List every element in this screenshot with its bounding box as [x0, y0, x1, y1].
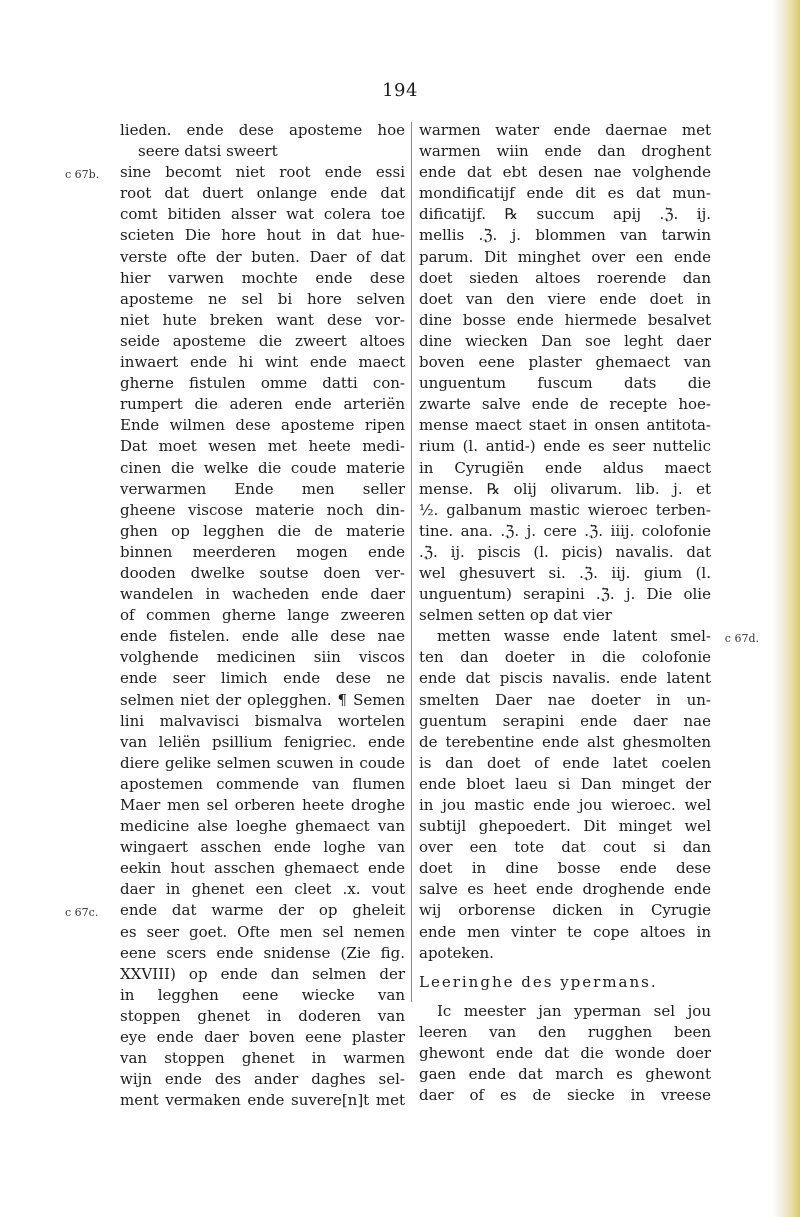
line-text: rium (l. antid-) ende es seer nuttelic — [419, 437, 711, 456]
line-text: ghen op legghen die de materie — [120, 521, 405, 540]
text-line — [419, 943, 711, 964]
line-text: sine becomt niet root ende essi — [120, 163, 405, 182]
line-text: niet hute breken want dese vor- — [120, 310, 405, 329]
line-text: subtijl ghepoedert. Dit minget wel — [419, 817, 711, 836]
text-line — [419, 120, 711, 141]
text-line — [419, 183, 711, 204]
line-text: scieten Die hore hout in dat hue- — [120, 226, 405, 245]
line-text: apoteken. — [419, 943, 494, 962]
line-text: diere gelike selmen scuwen in coude — [120, 753, 405, 772]
text-line — [419, 668, 711, 689]
line-text: inwaert ende hi wint ende maect — [120, 353, 405, 372]
text-line — [120, 225, 405, 246]
line-text: smelten Daer nae doeter in un- — [419, 690, 711, 709]
text-line — [120, 394, 405, 415]
text-line — [120, 204, 405, 225]
line-text: lini malvavisci bismalva wortelen — [120, 711, 405, 730]
text-line — [120, 500, 405, 521]
line-text: is dan doet of ende latet coelen — [419, 753, 711, 772]
line-text: of commen gherne lange zweeren — [120, 606, 405, 625]
line-text: eene scers ende snidense (Zie fig. — [120, 943, 405, 962]
line-text: over een tote dat cout si dan — [419, 838, 711, 857]
line-text: seide aposteme die zweert altoes — [120, 331, 405, 350]
line-text: eye ende daer boven eene plaster — [120, 1028, 405, 1047]
text-line — [65, 162, 405, 183]
line-text: van stoppen ghenet in warmen — [120, 1049, 405, 1068]
line-text: binnen meerderen mogen ende — [120, 542, 405, 561]
line-text: wingaert asschen ende loghe van — [120, 838, 405, 857]
text-line — [419, 732, 711, 753]
text-line — [120, 268, 405, 289]
line-text: mellis .ℨ. j. blommen van tarwin — [419, 226, 711, 245]
line-text: ½. galbanum mastic wieroec terben- — [419, 500, 711, 519]
line-text: unguentum fuscum dats die — [419, 374, 711, 393]
line-text: dificatijf. ℞ succum apij .ℨ. ij. — [419, 205, 711, 224]
text-line — [419, 837, 711, 858]
line-text: ende bloet laeu si Dan minget der — [419, 774, 711, 793]
text-line — [419, 922, 711, 943]
text-line — [419, 972, 711, 993]
line-text: leeren van den rugghen been — [419, 1022, 711, 1041]
text-line — [419, 542, 711, 563]
text-line — [120, 141, 405, 162]
line-text: comt bitiden alsser wat colera toe — [120, 205, 405, 224]
line-text: verwarmen Ende men seller — [120, 479, 405, 498]
text-line — [120, 1027, 405, 1048]
line-text: metten wasse ende latent smel- — [437, 627, 711, 646]
line-text: in jou mastic ende jou wieroec. wel — [419, 796, 711, 814]
text-line — [120, 690, 405, 711]
line-text: ende seer limich ende dese ne — [120, 669, 405, 688]
line-text: medicine alse loeghe ghemaect van — [120, 817, 405, 836]
line-text: unguentum) serapini .ℨ. j. Die olie — [419, 585, 711, 604]
text-line — [419, 141, 711, 162]
line-text: tine. ana. .ℨ. j. cere .ℨ. iiij. colofonie — [419, 521, 711, 540]
text-line — [120, 352, 405, 373]
text-line — [419, 415, 711, 436]
line-text: stoppen ghenet in doderen van — [120, 1006, 405, 1025]
text-line — [120, 922, 405, 943]
text-line — [120, 668, 405, 689]
left-column — [65, 120, 405, 1111]
line-text: mense maect staet in onsen antitota- — [419, 416, 711, 435]
line-text: Ende wilmen dese aposteme ripen — [120, 416, 405, 435]
line-text: wel ghesuvert si. .ℨ. iij. gium (l. — [419, 563, 711, 582]
text-line — [120, 458, 405, 479]
line-text: ende fistelen. ende alle dese nae — [120, 627, 405, 646]
text-line — [120, 1006, 405, 1027]
text-line — [120, 1069, 405, 1090]
text-line — [120, 563, 405, 584]
text-line — [419, 584, 711, 605]
line-text: rumpert die aderen ende arteriën — [120, 395, 405, 414]
text-line — [120, 626, 405, 647]
line-text: root dat duert onlange ende dat — [120, 184, 405, 203]
line-text: wandelen in wacheden ende daer — [120, 585, 405, 604]
line-text: doet sieden altoes roerende dan — [419, 268, 711, 287]
line-text: es seer goet. Ofte men sel nemen — [120, 922, 405, 941]
text-line — [120, 584, 405, 605]
text-line — [419, 690, 711, 711]
page-number: 194 — [382, 80, 418, 101]
text-line — [419, 373, 711, 394]
line-text: dine wiecken Dan soe leght daer — [419, 331, 711, 350]
text-line — [120, 732, 405, 753]
margin-reference: c 67d. — [724, 632, 759, 646]
text-line — [120, 436, 405, 457]
line-text: selmen setten op dat vier — [419, 606, 612, 625]
line-text: zwarte salve ende de recepte hoe- — [419, 395, 711, 414]
line-text: ment vermaken ende suvere[n]t met — [120, 1091, 405, 1110]
text-line — [120, 879, 405, 900]
text-line — [120, 985, 405, 1006]
text-line — [419, 816, 711, 837]
line-text: .ℨ. ij. piscis (l. picis) navalis. dat — [419, 542, 711, 561]
text-line — [120, 774, 405, 795]
margin-reference: c 67c. — [65, 906, 99, 920]
text-line — [419, 753, 711, 774]
text-line — [419, 1001, 711, 1022]
text-line — [120, 943, 405, 964]
line-text: ende dat piscis navalis. ende latent — [419, 669, 711, 688]
margin-reference: c 67b. — [65, 168, 100, 182]
text-line — [419, 563, 711, 584]
text-line — [120, 1048, 405, 1069]
text-line — [120, 795, 405, 816]
text-line — [120, 183, 405, 204]
text-line — [419, 247, 711, 268]
line-text: dine bosse ende hiermede besalvet — [419, 310, 711, 329]
text-line — [419, 605, 711, 626]
text-line — [419, 310, 711, 331]
text-line — [120, 120, 405, 141]
right-column — [419, 120, 759, 1106]
text-line — [120, 247, 405, 268]
text-line — [419, 774, 711, 795]
text-line — [120, 837, 405, 858]
text-line — [120, 858, 405, 879]
text-line — [419, 626, 759, 647]
text-line — [419, 331, 711, 352]
line-text: warmen water ende daernae met — [419, 121, 711, 139]
line-text: selmen niet der oplegghen. ¶ Semen — [120, 690, 405, 709]
text-line — [120, 331, 405, 352]
page-edge — [772, 0, 800, 1217]
text-line — [419, 1043, 711, 1064]
line-text: salve es heet ende droghende ende — [419, 880, 711, 899]
line-text: volghende medicinen siin viscos — [120, 648, 405, 667]
line-text: eekin hout asschen ghemaect ende — [120, 859, 405, 878]
column-divider — [411, 122, 412, 1002]
line-text: in Cyrugiën ende aldus maect — [419, 458, 711, 477]
line-text: guentum serapini ende daer nae — [419, 711, 711, 730]
text-line — [419, 479, 711, 500]
text-line — [120, 415, 405, 436]
line-text: in legghen eene wiecke van — [120, 985, 405, 1004]
line-text: warmen wiin ende dan droghent — [419, 142, 711, 161]
line-text: de terebentine ende alst ghesmolten — [419, 732, 711, 751]
line-text: hier varwen mochte ende dese — [120, 268, 405, 287]
text-line — [120, 816, 405, 837]
text-line — [419, 711, 711, 732]
text-line — [120, 289, 405, 310]
text-line — [120, 310, 405, 331]
text-line — [65, 900, 405, 921]
line-text: boven eene plaster ghemaect van — [419, 353, 711, 372]
text-line — [419, 500, 711, 521]
text-line — [120, 711, 405, 732]
text-line — [419, 647, 711, 668]
text-line — [120, 964, 405, 985]
line-text: Ic meester jan yperman sel jou — [437, 1001, 711, 1020]
line-text: daer in ghenet een cleet .x. vout — [120, 880, 405, 899]
text-line — [419, 225, 711, 246]
text-line — [419, 204, 711, 225]
text-line — [120, 647, 405, 668]
line-text: seere datsi sweert — [138, 142, 278, 161]
line-text: ghewont ende dat die wonde doer — [419, 1044, 711, 1063]
text-line — [419, 162, 711, 183]
line-text: mense. ℞ olij olivarum. lib. j. et — [419, 479, 711, 498]
line-text: doet van den viere ende doet in — [419, 289, 711, 308]
line-text: doet in dine bosse ende dese — [419, 859, 711, 878]
line-text: mondificatijf ende dit es dat mun- — [419, 184, 711, 203]
line-text: gaen ende dat march es ghewont — [419, 1065, 711, 1084]
line-text: lieden. ende dese aposteme hoe — [120, 121, 405, 139]
text-line — [120, 753, 405, 774]
text-line — [419, 352, 711, 373]
text-line — [419, 436, 711, 457]
line-text: Leeringhe des ypermans. — [419, 972, 658, 991]
line-text: dooden dwelke soutse doen ver- — [120, 563, 405, 582]
text-line — [120, 373, 405, 394]
line-text: ten dan doeter in die colofonie — [419, 648, 711, 667]
text-line — [419, 858, 711, 879]
text-line — [120, 542, 405, 563]
text-line — [120, 1090, 405, 1111]
line-text: gheene viscose materie noch din- — [120, 500, 405, 519]
text-line — [419, 458, 711, 479]
text-line — [419, 521, 711, 542]
line-text: cinen die welke die coude materie — [120, 458, 405, 477]
line-text: apostemen commende van flumen — [120, 774, 405, 793]
line-text: van leliën psillium fenigriec. ende — [120, 732, 405, 751]
line-text: ende dat warme der op gheleit — [120, 901, 405, 920]
line-text: daer of es de siecke in vreese — [419, 1086, 711, 1105]
text-line — [419, 1022, 711, 1043]
line-text: gherne fistulen omme datti con- — [120, 374, 405, 393]
text-line — [120, 605, 405, 626]
line-text: wijn ende des ander daghes sel- — [120, 1070, 405, 1089]
line-text: aposteme ne sel bi hore selven — [120, 289, 405, 308]
line-text: Maer men sel orberen heete droghe — [120, 796, 405, 814]
line-text: XXVIII) op ende dan selmen der — [120, 964, 405, 983]
line-text: ende men vinter te cope altoes in — [419, 922, 711, 941]
line-text: wij orborense dicken in Cyrugie — [419, 901, 711, 920]
text-line — [419, 879, 711, 900]
text-line — [419, 268, 711, 289]
text-line — [419, 394, 711, 415]
line-text: Dat moet wesen met heete medi- — [120, 437, 405, 456]
text-line — [120, 479, 405, 500]
line-text: verste ofte der buten. Daer of dat — [120, 247, 405, 266]
line-text: parum. Dit minghet over een ende — [419, 247, 711, 266]
text-line — [419, 1064, 711, 1085]
text-line — [419, 289, 711, 310]
text-line — [120, 521, 405, 542]
text-line — [419, 1085, 711, 1106]
text-line — [419, 795, 711, 816]
text-line — [419, 900, 711, 921]
line-text: ende dat ebt desen nae volghende — [419, 163, 711, 182]
